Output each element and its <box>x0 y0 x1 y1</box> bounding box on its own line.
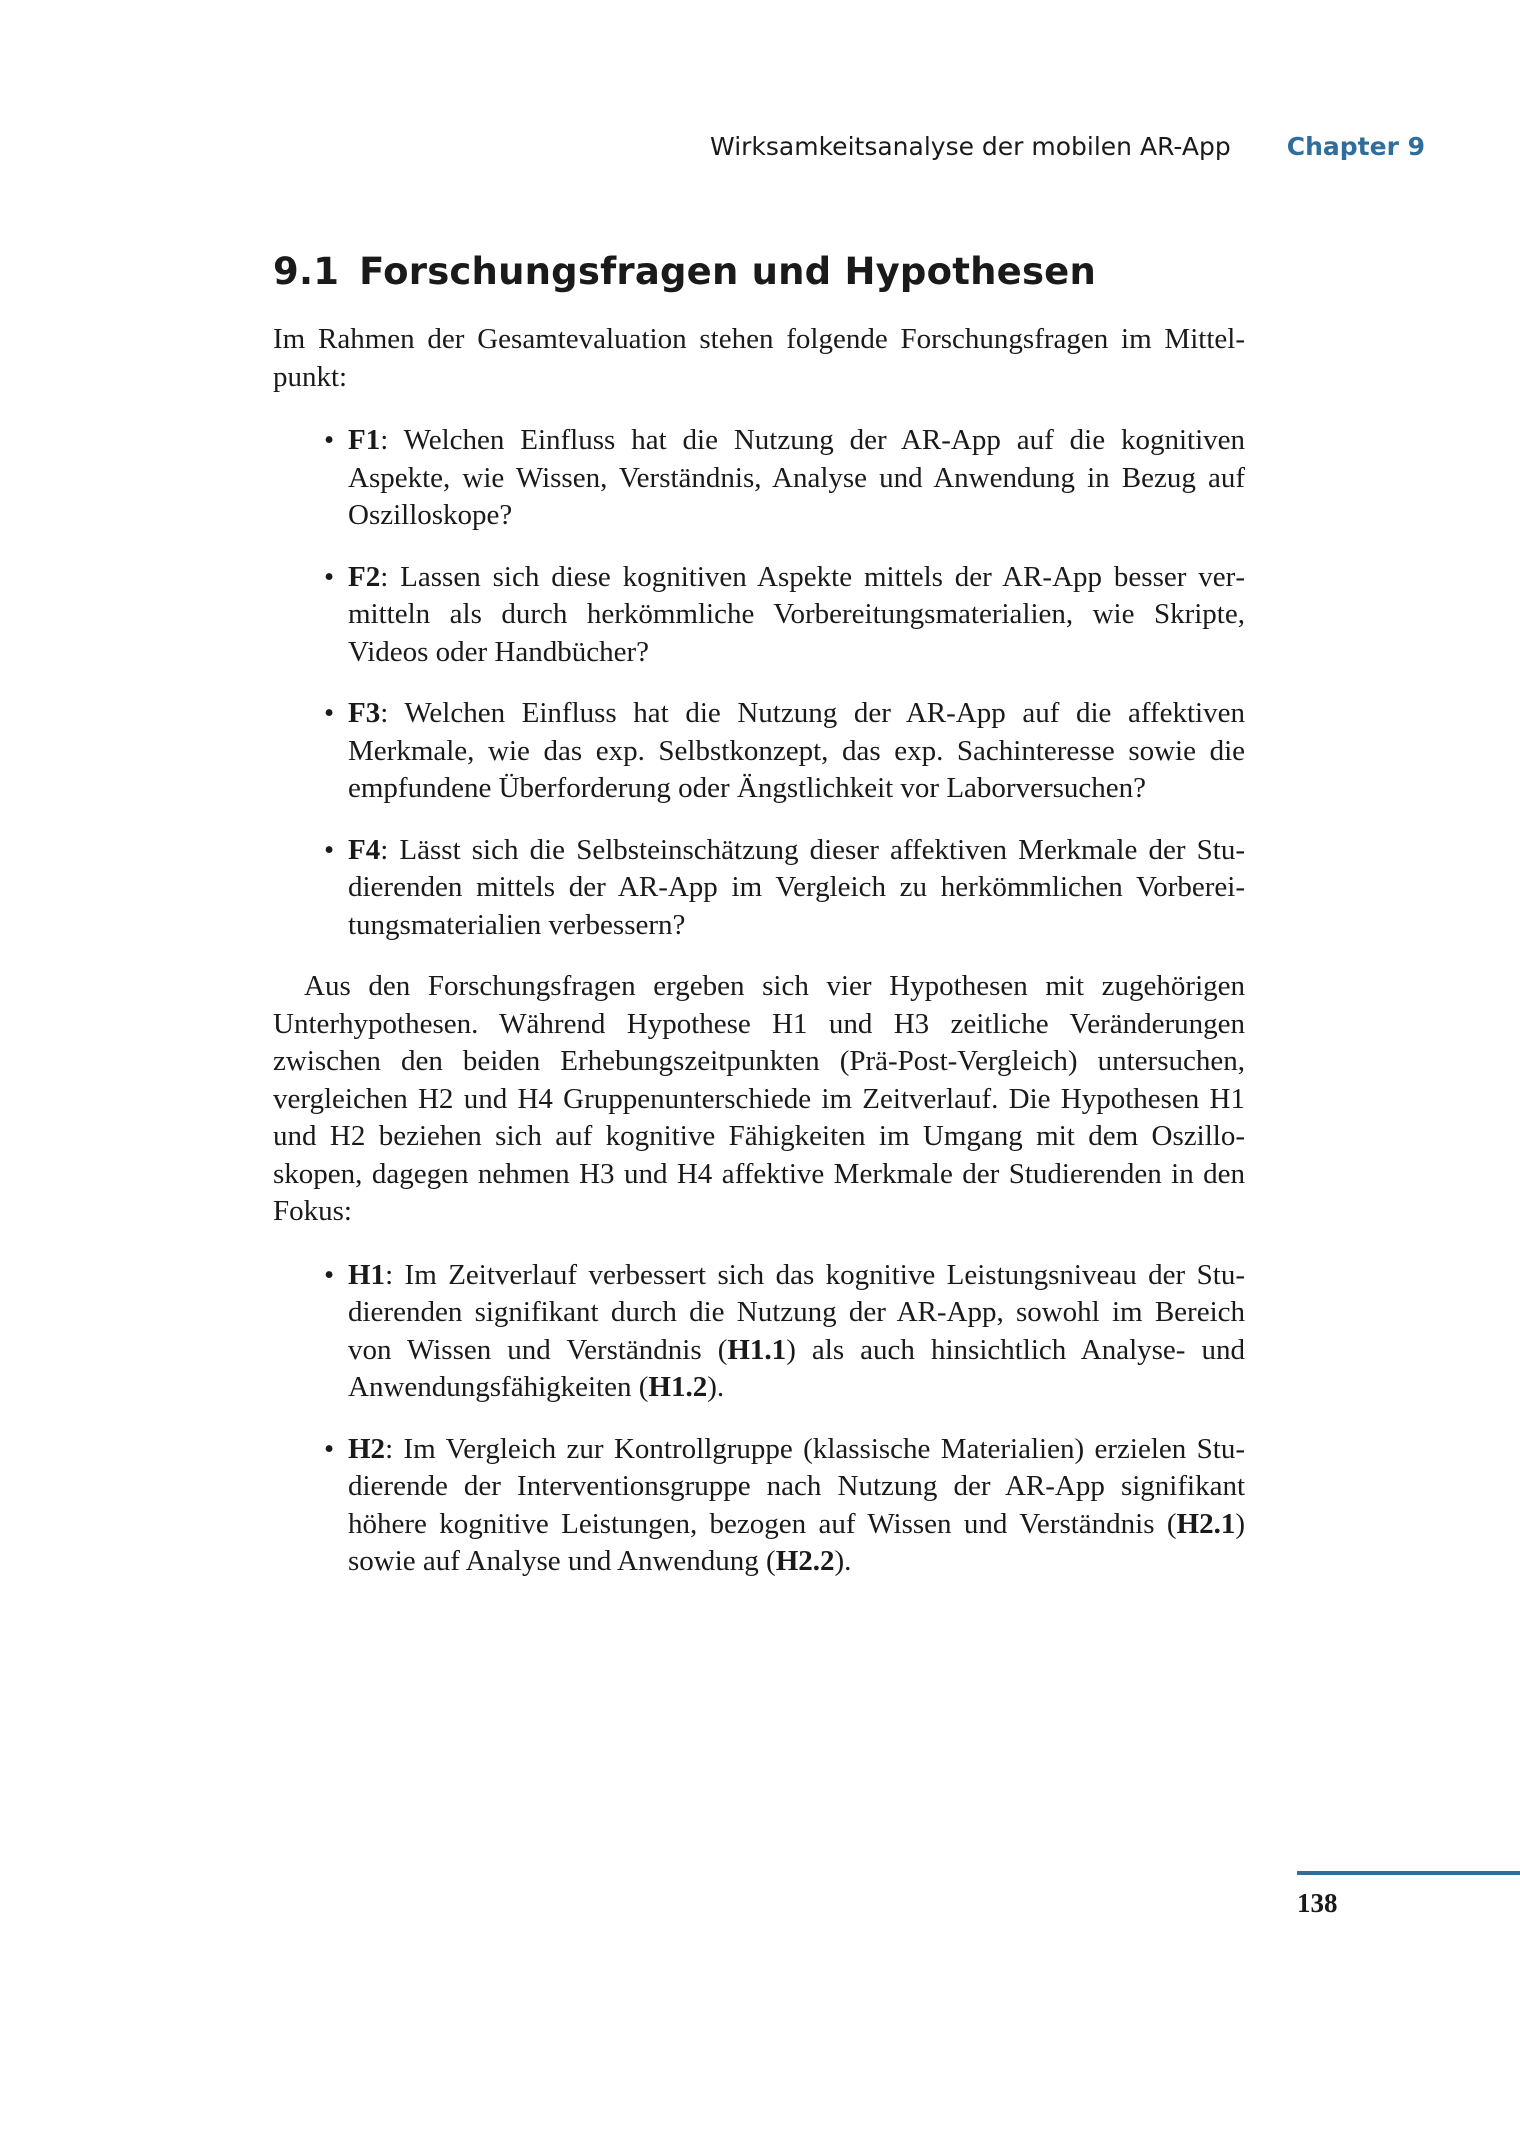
running-header-title: Wirksamkeitsanalyse der mobilen AR-App <box>710 132 1231 161</box>
bullet: • <box>324 1432 335 1465</box>
item-text: ) als auch hinsichtlich Analyse- und Anwendungsfähigkeiten ( <box>348 1333 1245 1403</box>
footer-rule <box>1297 1871 1520 1875</box>
sub-hypothesis-label: H1.1 <box>727 1333 787 1366</box>
bullet: • <box>324 424 335 456</box>
list-item <box>324 559 1245 672</box>
item-text: ) sowie auf Analyse und Anwendung ( <box>348 1507 1245 1577</box>
research-questions-list <box>273 422 1245 944</box>
item-text: : Lassen sich diese kognitiven Aspekte mittels der AR-App besser vermitteln als durch herkömmliche Vorbereitungsmaterialien, wie Skripte, Videos oder Handbücher? <box>348 560 1245 668</box>
list-item <box>324 422 1245 535</box>
intro-paragraph: Im Rahmen der Gesamtevaluation stehen folgende Forschungsfragen im Mittelpunkt: <box>273 323 1245 393</box>
list-item <box>324 1257 1245 1407</box>
item-text: : Im Zeitverlauf verbessert sich das kognitive Leistungsniveau der Studierenden signifikant durch die Nutzung der AR-App, sowohl im Bereich von Wissen und Verständnis ( <box>348 1258 1245 1366</box>
sub-hypothesis-label: H2.2 <box>775 1545 835 1577</box>
running-header <box>710 132 1425 161</box>
bullet: • <box>324 560 335 593</box>
item-text: ). <box>707 1371 725 1403</box>
item-label: F1 <box>348 424 381 456</box>
page-content <box>273 250 1245 1605</box>
list-item <box>324 832 1245 945</box>
item-text: : Lässt sich die Selbsteinschätzung dieser affektiven Merkmale der Studierenden mittels der AR-App im Vergleich zu herkömmlichen Vorbereitungsmaterialien verbessern? <box>348 833 1245 941</box>
item-text: : Im Vergleich zur Kontrollgruppe (klassische Materialien) erzielen Studierende der Interventionsgruppe nach Nutzung der AR-App signifikant höhere kognitive Leistungen, bezogen auf Wissen und Verständnis ( <box>348 1432 1245 1540</box>
chapter-label: Chapter 9 <box>1286 132 1425 161</box>
bullet: • <box>324 833 335 866</box>
bullet: • <box>324 697 335 729</box>
item-label: H2 <box>348 1432 386 1465</box>
section-number: 9.1 <box>273 250 340 293</box>
sub-hypothesis-label: H1.2 <box>648 1371 708 1403</box>
item-text: ). <box>834 1545 852 1577</box>
section-heading <box>273 250 1245 293</box>
list-item <box>324 695 1245 808</box>
hypotheses-list <box>273 1257 1245 1581</box>
hypotheses-paragraph: Aus den Forschungsfragen ergeben sich vier Hypothesen mit zugehörigen Unterhypothesen. Während Hypothese H1 und H3 zeitliche Veränderungen zwischen den beiden Erhebungszeitpunkten (Prä-Post-Vergleich) untersuchen, vergleichen H2 und H4 Gruppenunterschiede im Zeitverlauf. Die Hypothesen H1 und H2 beziehen sich auf kognitive Fähigkeiten im Umgang mit dem Oszilloskopen, dagegen nehmen H3 und H4 affektive Merkmale der Studierenden in den Fokus: <box>273 970 1245 1227</box>
bullet: • <box>324 1258 335 1291</box>
section-title: Forschungsfragen und Hypothesen <box>359 250 1097 293</box>
item-label: F2 <box>348 560 381 593</box>
item-text: : Welchen Einfluss hat die Nutzung der AR-App auf die kognitiven Aspekte, wie Wissen, Verständnis, Analyse und Anwendung in Bezug auf Oszilloskope? <box>348 424 1245 531</box>
item-label: F3 <box>348 697 381 729</box>
sub-hypothesis-label: H2.1 <box>1176 1507 1236 1540</box>
list-item <box>324 1431 1245 1581</box>
item-label: H1 <box>348 1258 386 1291</box>
page-number: 138 <box>1297 1888 1338 1918</box>
item-label: F4 <box>348 833 381 866</box>
item-text: : Welchen Einfluss hat die Nutzung der AR-App auf die affektiven Merkmale, wie das exp. Selbstkonzept, das exp. Sachinteresse sowie die empfundene Überforderung oder Ängstlichkeit vor Laborversuchen? <box>348 697 1245 804</box>
